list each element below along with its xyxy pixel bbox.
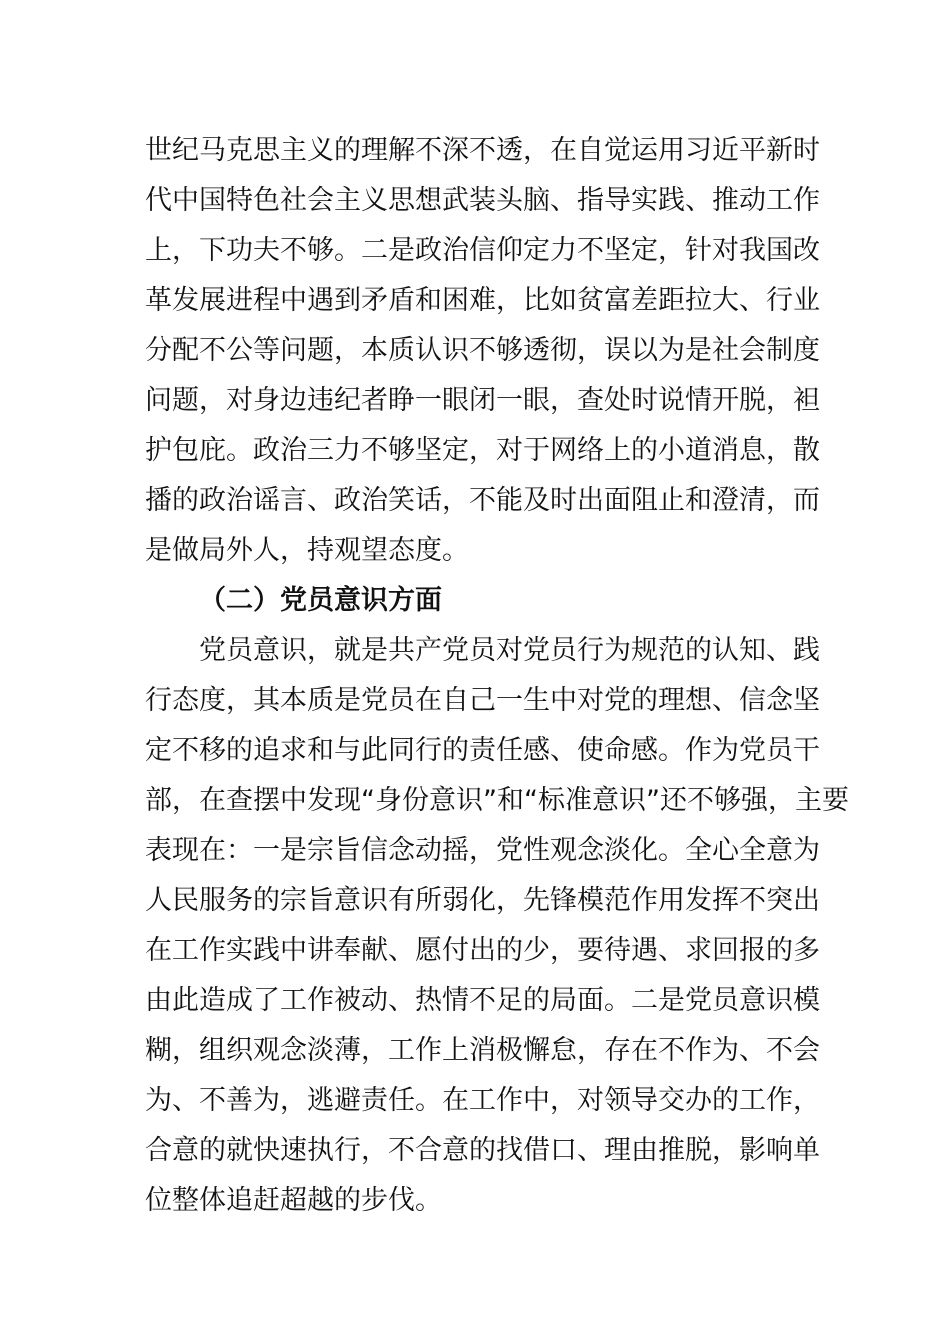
paragraph-line: 护包庇。政治三力不够坚定，对于网络上的小道消息，散 [145, 435, 820, 466]
paragraph-party-member-awareness [145, 626, 849, 1226]
paragraph-line: 部，在查摆中发现“身份意识”和“标准意识”还不够强，主要 [145, 785, 849, 816]
paragraph-line: 世纪马克思主义的理解不深不透，在自觉运用习近平新时 [145, 135, 820, 166]
paragraph-line: 糊，组织观念淡薄，工作上消极懈怠，存在不作为、不会 [145, 1035, 820, 1066]
paragraph-line: 代中国特色社会主义思想武装头脑、指导实践、推动工作 [145, 185, 820, 216]
paragraph-line: 在工作实践中讲奉献、愿付出的少，要待遇、求回报的多 [145, 935, 820, 966]
paragraph-line: 位整体追赶超越的步伐。 [145, 1185, 442, 1216]
paragraph-line: 播的政治谣言、政治笑话，不能及时出面阻止和澄清，而 [145, 485, 820, 516]
paragraph-line: 由此造成了工作被动、热情不足的局面。二是党员意识模 [145, 985, 820, 1016]
paragraph-line: 上，下功夫不够。二是政治信仰定力不坚定，针对我国改 [145, 235, 820, 266]
paragraph-line: 是做局外人，持观望态度。 [145, 535, 469, 566]
paragraph-line: 为、不善为，逃避责任。在工作中，对领导交办的工作， [145, 1085, 820, 1116]
paragraph-line: 人民服务的宗旨意识有所弱化，先锋模范作用发挥不突出 [145, 885, 820, 916]
paragraph-line: 问题，对身边违纪者睁一眼闭一眼，查处时说情开脱，袒 [145, 385, 820, 416]
document-body [145, 126, 849, 1226]
paragraph-line: 革发展进程中遇到矛盾和困难，比如贫富差距拉大、行业 [145, 285, 820, 316]
paragraph-line: 党员意识，就是共产党员对党员行为规范的认知、践 [199, 635, 820, 666]
paragraph-line: 定不移的追求和与此同行的责任感、使命感。作为党员干 [145, 735, 820, 766]
paragraph-line: 表现在：一是宗旨信念动摇，党性观念淡化。全心全意为 [145, 835, 820, 866]
paragraph-line: 合意的就快速执行，不合意的找借口、理由推脱，影响单 [145, 1135, 820, 1166]
section-heading: （二）党员意识方面 [199, 585, 442, 616]
paragraph-line: 分配不公等问题，本质认识不够透彻，误以为是社会制度 [145, 335, 820, 366]
paragraph-political-awareness [145, 126, 820, 576]
paragraph-line: 行态度，其本质是党员在自己一生中对党的理想、信念坚 [145, 685, 820, 716]
